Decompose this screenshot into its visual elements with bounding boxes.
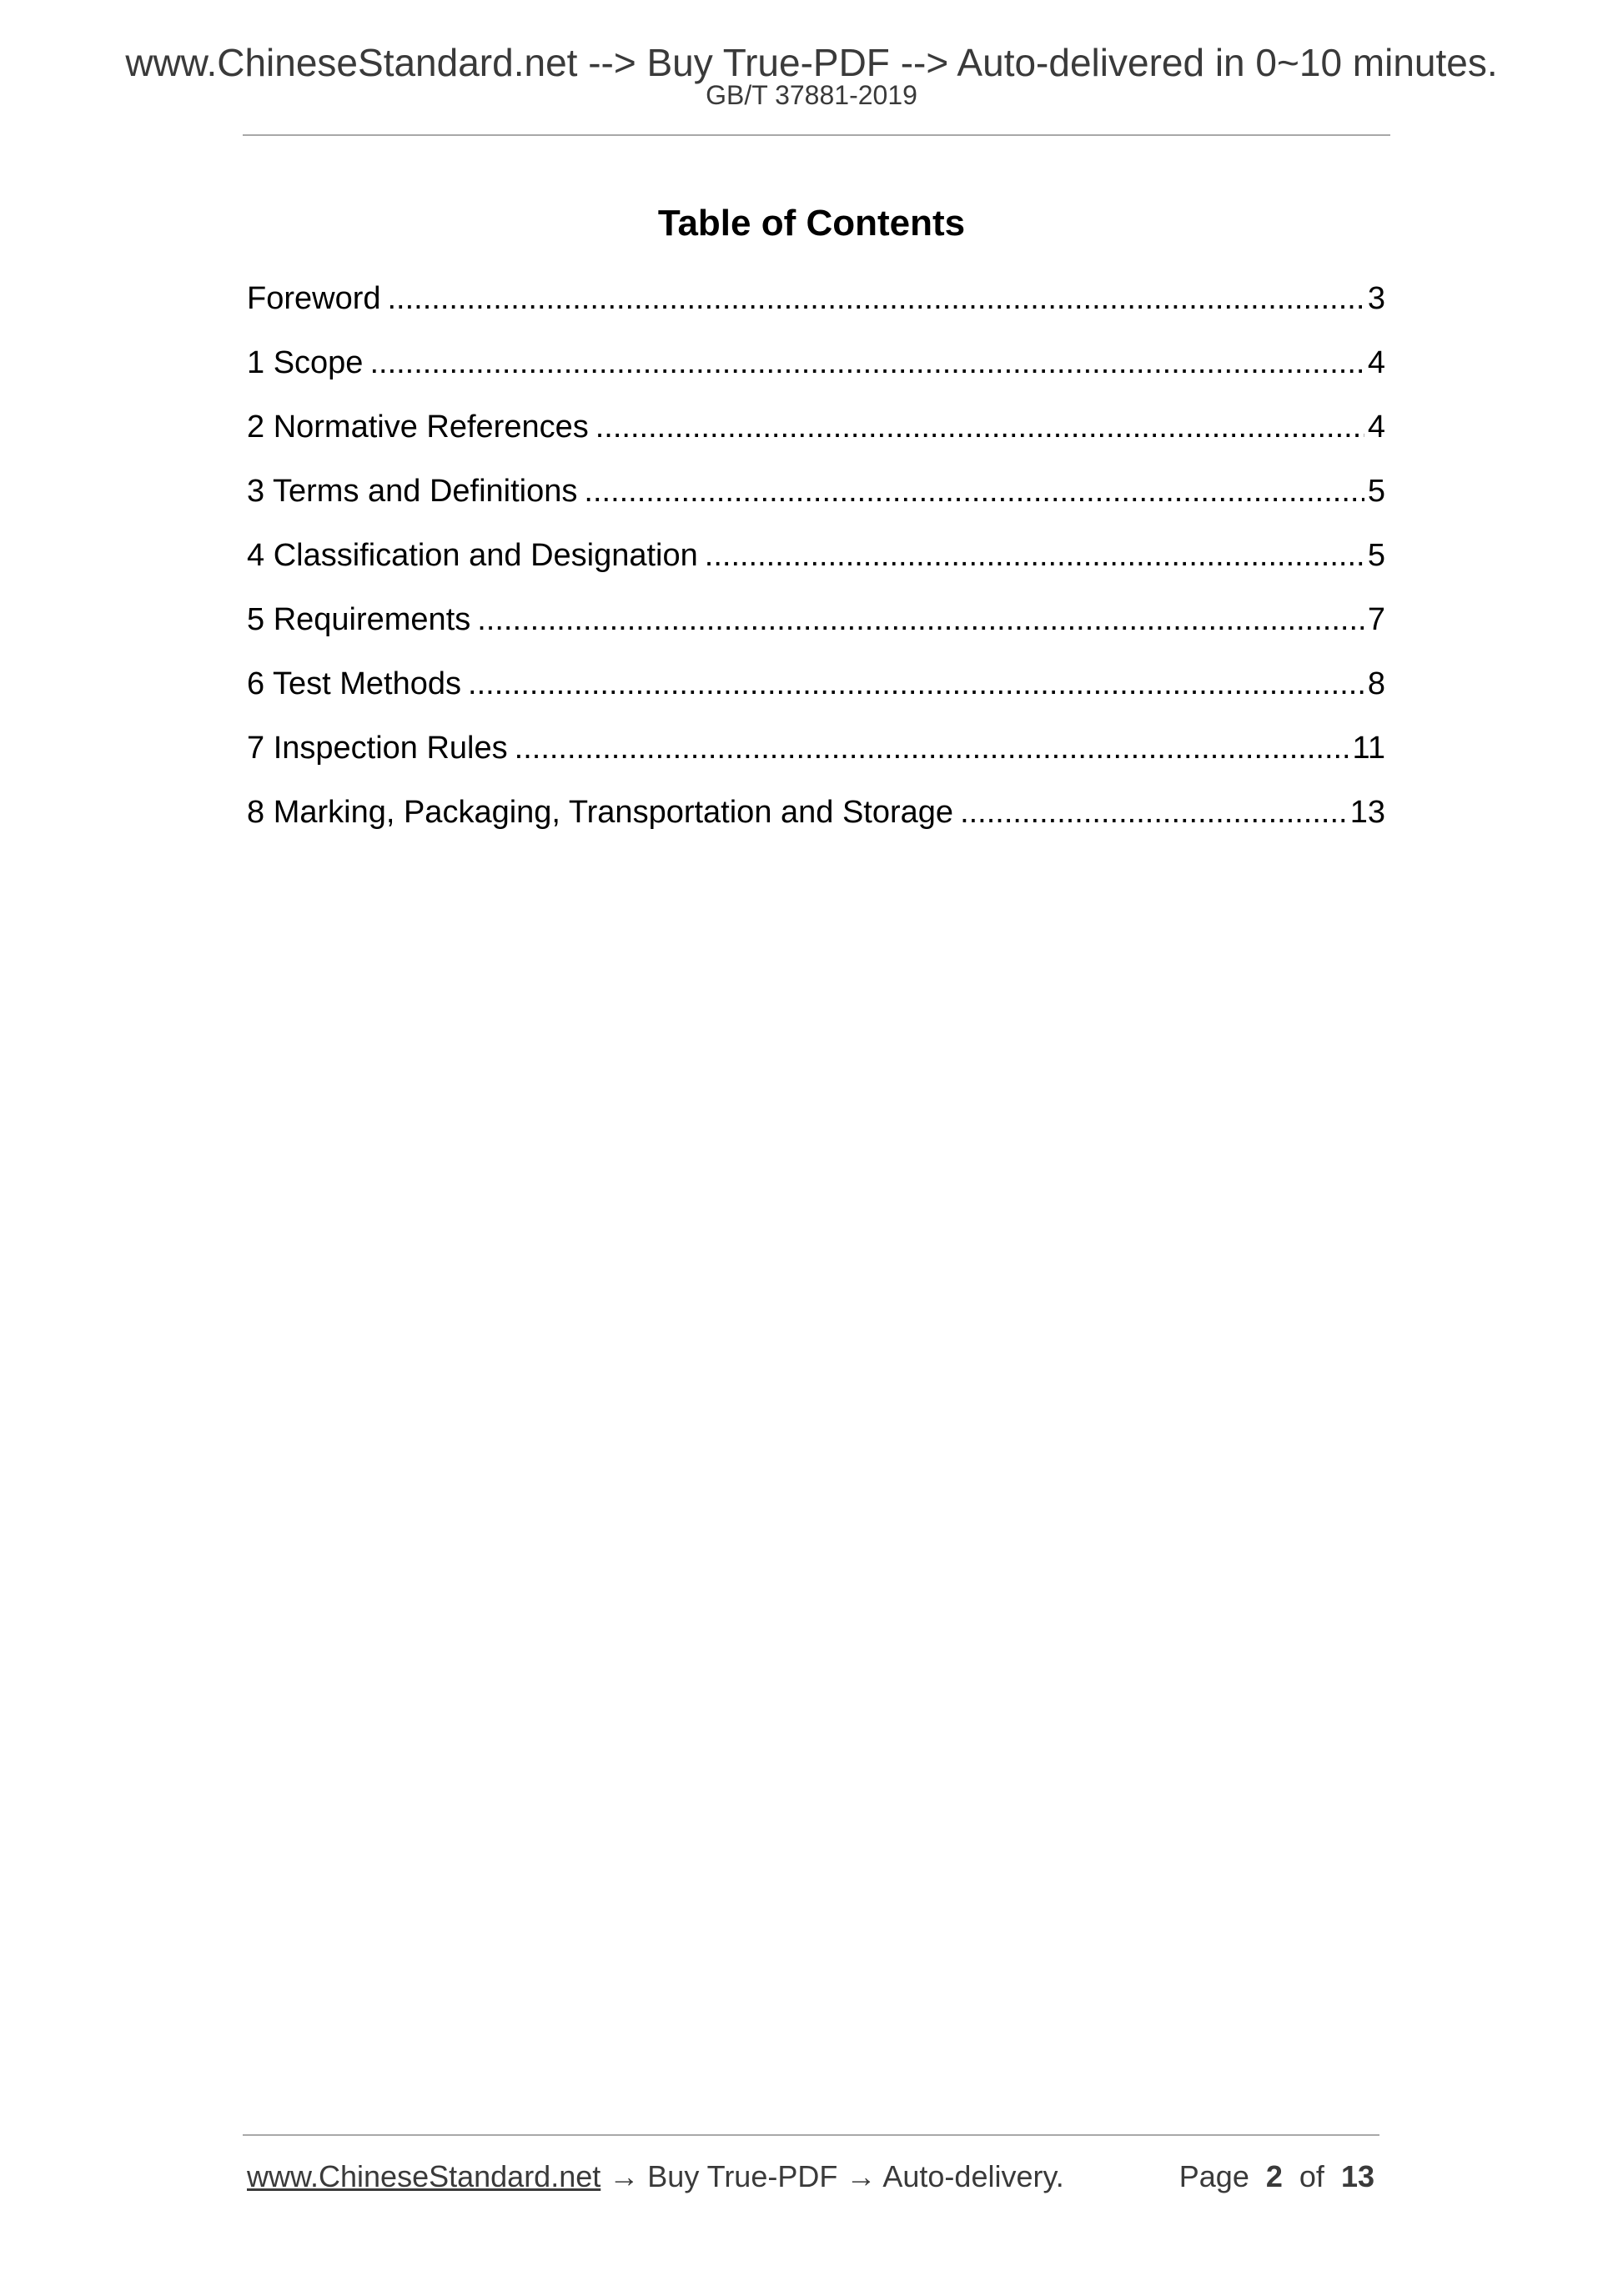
footer-divider [243, 2134, 1379, 2136]
toc-entry-label: 4 Classification and Designation [247, 538, 698, 573]
toc-entry-page: 5 [1367, 538, 1385, 573]
arrow-right-icon: → [609, 2159, 640, 2193]
toc-title: Table of Contents [657, 203, 966, 244]
table-of-contents [247, 280, 1385, 858]
document-code: GB/T 37881-2019 [706, 80, 917, 110]
toc-entry-label: 5 Requirements [247, 602, 471, 637]
toc-entry-terms-and-definitions[interactable] [247, 473, 1385, 537]
toc-entry-scope[interactable] [247, 344, 1385, 409]
toc-dot-leader [960, 794, 1347, 832]
page-number [1179, 2158, 1374, 2194]
toc-dot-leader [388, 280, 1364, 319]
toc-entry-label: 8 Marking, Packaging, Transportation and Storage [247, 795, 954, 830]
toc-entry-page: 7 [1367, 602, 1385, 637]
toc-dot-leader [515, 730, 1349, 768]
total-pages: 13 [1340, 2159, 1374, 2193]
arrow-right-icon: → [846, 2159, 877, 2193]
toc-entry-inspection-rules[interactable] [247, 730, 1385, 794]
toc-entry-label: 1 Scope [247, 345, 364, 380]
toc-entry-normative-references[interactable] [247, 409, 1385, 473]
toc-entry-label: 6 Test Methods [247, 666, 462, 701]
footer-promo [247, 2158, 1064, 2194]
footer-delivery-text: Auto-delivery. [882, 2159, 1064, 2193]
of-word: of [1299, 2159, 1324, 2193]
toc-dot-leader [477, 601, 1364, 640]
toc-entry-page: 13 [1349, 795, 1385, 830]
toc-entry-page: 5 [1367, 474, 1385, 509]
toc-entry-test-methods[interactable] [247, 666, 1385, 730]
footer-site-link[interactable]: www.ChineseStandard.net [247, 2159, 601, 2193]
toc-entry-page: 8 [1367, 666, 1385, 701]
toc-entry-classification-and-designation[interactable] [247, 537, 1385, 601]
toc-dot-leader [468, 666, 1364, 704]
toc-entry-page: 4 [1367, 409, 1385, 445]
toc-entry-marking-packaging[interactable] [247, 794, 1385, 858]
toc-entry-page: 4 [1367, 345, 1385, 380]
toc-entry-label: Foreword [247, 281, 381, 316]
toc-dot-leader [595, 409, 1364, 447]
toc-dot-leader [369, 344, 1364, 383]
page-word: Page [1178, 2159, 1249, 2193]
toc-entry-page: 11 [1352, 731, 1385, 766]
footer-buy-text: Buy True-PDF [647, 2159, 838, 2193]
toc-entry-foreword[interactable] [247, 280, 1385, 344]
toc-entry-label: 2 Normative References [247, 409, 589, 445]
current-page: 2 [1265, 2159, 1283, 2193]
toc-dot-leader [705, 537, 1364, 575]
toc-entry-label: 7 Inspection Rules [247, 731, 508, 766]
toc-entry-requirements[interactable] [247, 601, 1385, 666]
toc-entry-page: 3 [1367, 281, 1385, 316]
header-banner: www.ChineseStandard.net --> Buy True-PDF --> Auto-delivered in 0~10 minutes. [125, 41, 1498, 84]
header-divider [243, 134, 1390, 136]
toc-dot-leader [584, 473, 1364, 511]
toc-entry-label: 3 Terms and Definitions [247, 474, 578, 509]
